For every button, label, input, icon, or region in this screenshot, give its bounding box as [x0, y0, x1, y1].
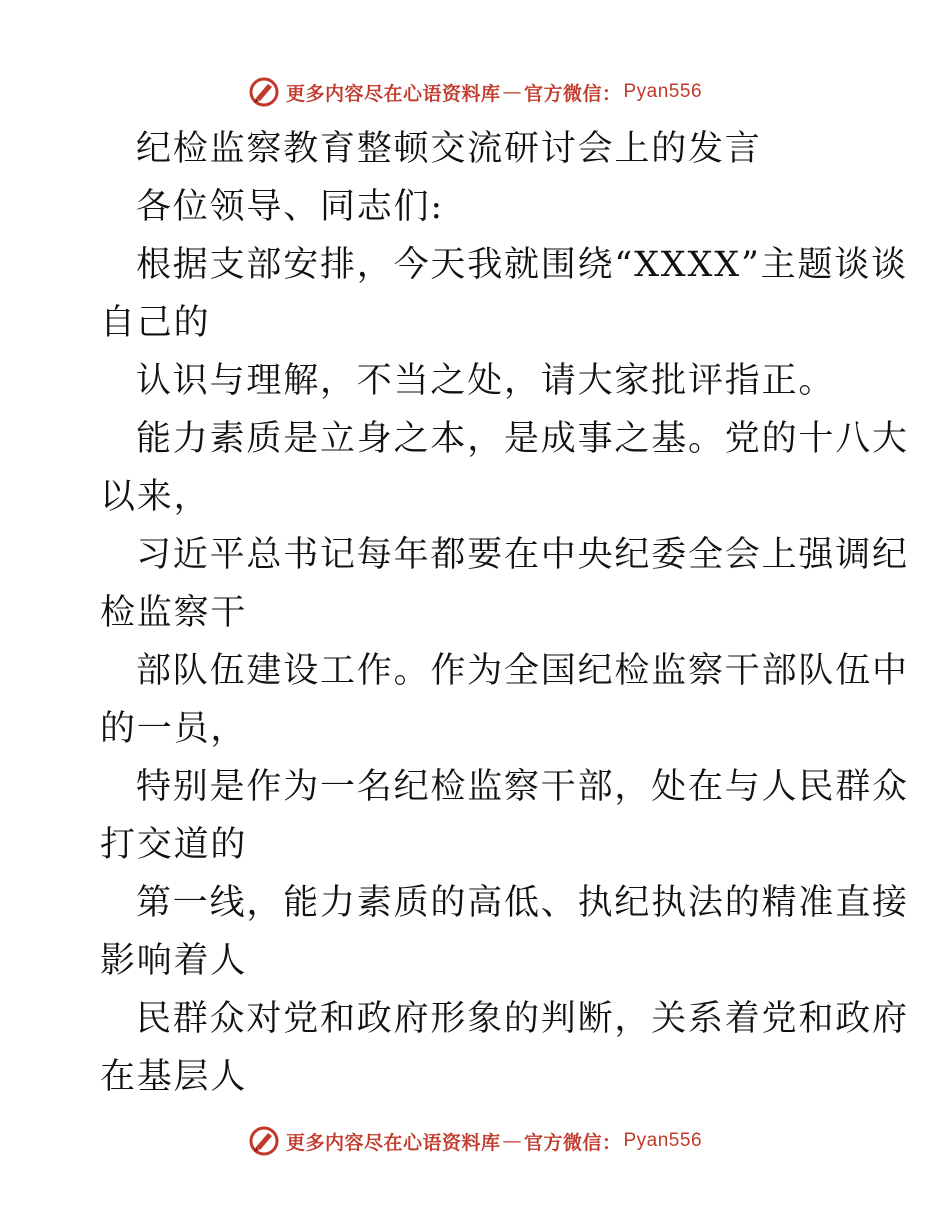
paragraph-line: 习近平总书记每年都要在中央纪委全会上强调纪 [136, 535, 909, 575]
watermark-wechat-label: 官方微信： [523, 1131, 622, 1154]
paragraph-line: 以来， [100, 477, 211, 517]
watermark-text: 更多内容尽在心语资料库 [285, 1131, 501, 1154]
paragraph-line: 检监察干 [100, 593, 248, 633]
pen-circle-icon [248, 1125, 280, 1157]
paragraph-line: 认识与理解，不当之处，请大家批评指正。 [136, 361, 836, 401]
watermark-wechat-id: Pyan556 [623, 1130, 703, 1151]
watermark-text: 更多内容尽在心语资料库 [285, 82, 501, 105]
document-title: 纪检监察教育整顿交流研讨会上的发言 [136, 129, 762, 169]
paragraph-line: 第一线，能力素质的高低、执纪执法的精准直接 [136, 883, 909, 923]
watermark-dash: — [502, 81, 522, 103]
paragraph-line: 民群众对党和政府形象的判断，关系着党和政府 [136, 999, 909, 1039]
paragraph-line: 自己的 [100, 303, 211, 343]
pen-circle-icon [248, 76, 280, 108]
watermark-dash: — [502, 1130, 522, 1152]
paragraph-line: 特别是作为一名纪检监察干部，处在与人民群众 [136, 767, 909, 807]
paragraph-line: 能力素质是立身之本，是成事之基。党的十八大 [136, 419, 909, 459]
header-watermark [0, 72, 950, 112]
footer-watermark [0, 1121, 950, 1161]
paragraph-line: 影响着人 [100, 941, 248, 981]
paragraph-line: 在基层人 [100, 1057, 248, 1097]
watermark-wechat-label: 官方微信： [523, 82, 622, 105]
paragraph-line: 的一员， [100, 709, 248, 749]
paragraph-line: 部队伍建设工作。作为全国纪检监察干部队伍中 [136, 651, 909, 691]
document-body [100, 120, 909, 1106]
paragraph-line: 打交道的 [100, 825, 248, 865]
watermark-wechat-id: Pyan556 [623, 81, 703, 102]
salutation: 各位领导、同志们: [136, 187, 444, 227]
paragraph-line: 根据支部安排，今天我就围绕“XXXX”主题谈谈 [136, 245, 908, 285]
